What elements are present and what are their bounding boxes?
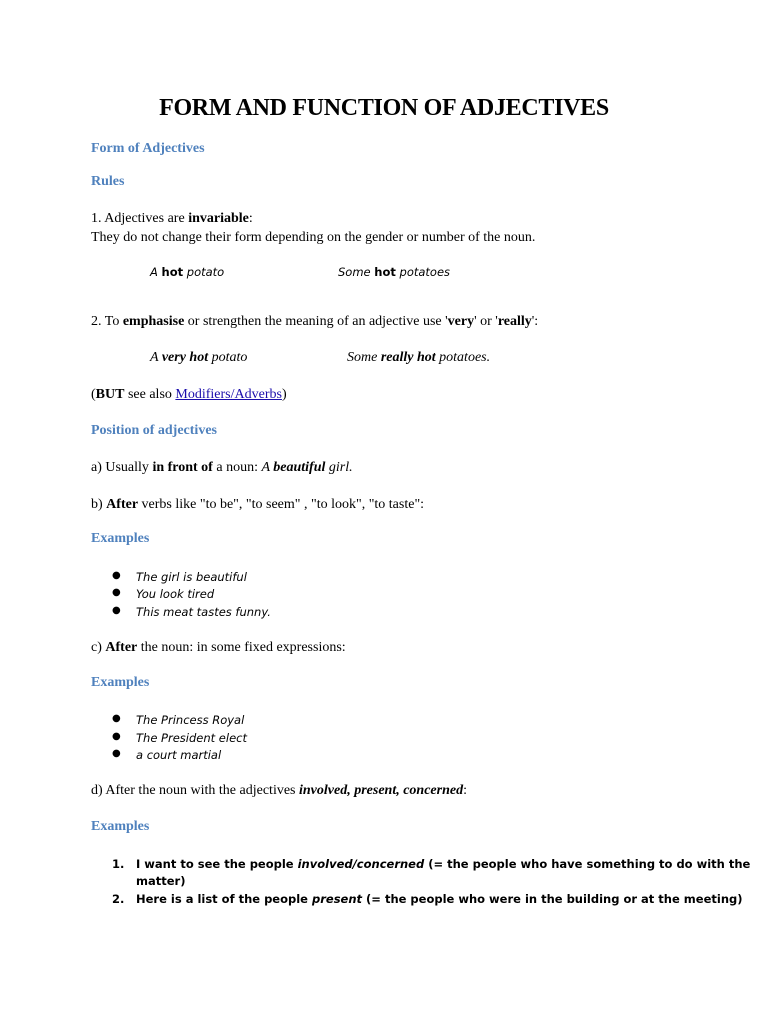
heading-rules: Rules	[91, 174, 125, 189]
position-c: c) After the noun: in some fixed expressions:	[91, 640, 346, 655]
heading-examples-b: Examples	[91, 531, 150, 546]
rule-2: 2. To emphasise or strengthen the meaning of an adjective use 'very' or 'really':	[91, 314, 539, 329]
position-b: b) After verbs like "to be", "to seem" , "to look", "to taste":	[91, 497, 425, 512]
page-title: FORM AND FUNCTION OF ADJECTIVES	[159, 95, 609, 121]
bullet-icon: ●	[112, 570, 121, 581]
numbered-item: 1. I want to see the people involved/concerned (= the people who have something to do with the	[112, 857, 751, 871]
example-hot-potatoes: Some hot potatoes	[338, 265, 451, 279]
list-item: ● a court martial	[112, 748, 222, 762]
list-item: ● The President elect	[112, 731, 247, 745]
heading-form-of-adjectives: Form of Adjectives	[91, 141, 205, 156]
heading-examples-d: Examples	[91, 819, 150, 834]
heading-examples-c: Examples	[91, 675, 150, 690]
bullet-icon: ●	[112, 731, 121, 742]
bullet-icon: ●	[112, 713, 121, 724]
position-a: a) Usually in front of a noun: A beautiful girl.	[91, 460, 353, 475]
list-item: ● You look tired	[112, 587, 215, 601]
numbered-item: 2. Here is a list of the people present (= the people who were in the building or at the meeting)	[112, 892, 743, 906]
example-hot-potato: A hot potato	[150, 265, 225, 279]
position-d: d) After the noun with the adjectives involved, present, concerned:	[91, 783, 467, 798]
modifiers-adverbs-link[interactable]: Modifiers/Adverbs	[175, 387, 282, 402]
rule-1-explanation: They do not change their form depending on the gender or number of the noun.	[91, 230, 536, 245]
list-item: ● The girl is beautiful	[112, 570, 247, 584]
list-item: ● This meat tastes funny.	[112, 605, 271, 619]
bullet-icon: ●	[112, 748, 121, 759]
example-really-hot-potatoes: Some really hot potatoes.	[347, 350, 491, 365]
heading-position-of-adjectives: Position of adjectives	[91, 423, 217, 438]
numbered-item-continuation: matter)	[136, 874, 186, 888]
example-very-hot-potato: A very hot potato	[150, 350, 248, 365]
bullet-icon: ●	[112, 587, 121, 598]
bullet-icon: ●	[112, 605, 121, 616]
see-also-note: (BUT see also Modifiers/Adverbs)	[91, 387, 287, 402]
list-item: ● The Princess Royal	[112, 713, 245, 727]
rule-1: 1. Adjectives are invariable:	[91, 211, 253, 226]
